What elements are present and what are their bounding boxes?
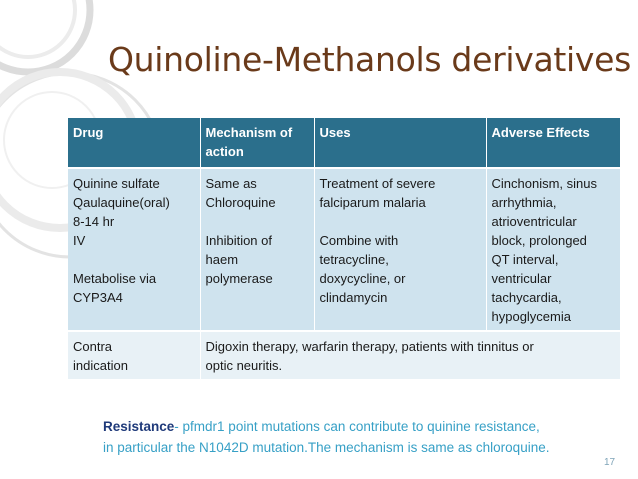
header-adverse-effects: Adverse Effects bbox=[486, 118, 620, 168]
cell-line: Treatment of severe bbox=[319, 176, 436, 191]
cell-line: block, prolonged bbox=[491, 233, 587, 248]
cell-line bbox=[206, 212, 308, 231]
resistance-text-1: - pfmdr1 point mutations can contribute to quinine resistance, bbox=[174, 419, 540, 434]
cell-line: tachycardia, bbox=[491, 290, 562, 305]
slide-title: Quinoline-Methanols derivatives bbox=[108, 40, 632, 79]
cell-mechanism bbox=[200, 168, 314, 331]
cell-line: Quinine sulfate bbox=[73, 176, 160, 191]
cell-line: Combine with bbox=[319, 233, 399, 248]
cell-line: Qaulaquine(oral) bbox=[73, 195, 170, 210]
header-uses: Uses bbox=[314, 118, 486, 168]
cell-line: doxycycline, or bbox=[319, 271, 406, 286]
resistance-label: Resistance bbox=[103, 419, 175, 434]
cell-contraindication-label bbox=[68, 331, 200, 379]
cell-line: indication bbox=[73, 358, 128, 373]
slide-number: 17 bbox=[604, 457, 616, 468]
cell-line: Inhibition of bbox=[205, 233, 272, 248]
cell-line: atrioventricular bbox=[491, 214, 577, 229]
cell-line: falciparum malaria bbox=[319, 195, 426, 210]
cell-line: Chloroquine bbox=[205, 195, 276, 210]
cell-line: clindamycin bbox=[319, 290, 388, 305]
resistance-line-2: in particular the N1042D mutation.The mechanism is same as chloroquine. bbox=[103, 440, 550, 455]
drug-table bbox=[68, 118, 620, 379]
cell-line: Contra bbox=[73, 339, 113, 354]
resistance-note bbox=[103, 416, 549, 458]
cell-line: ventricular bbox=[491, 271, 552, 286]
table-header-row bbox=[68, 118, 620, 168]
cell-line: arrhythmia, bbox=[491, 195, 557, 210]
cell-line: hypoglycemia bbox=[491, 309, 571, 324]
header-drug: Drug bbox=[68, 118, 200, 168]
cell-line: Digoxin therapy, warfarin therapy, patients with tinnitus or bbox=[205, 339, 534, 354]
cell-line: 8-14 hr bbox=[73, 214, 115, 229]
cell-line: polymerase bbox=[205, 271, 273, 286]
drug-table-container bbox=[68, 118, 620, 379]
cell-line bbox=[320, 212, 480, 231]
table-row bbox=[68, 331, 620, 379]
cell-contraindication-text bbox=[200, 331, 620, 379]
cell-line: CYP3A4 bbox=[73, 290, 123, 305]
cell-line: optic neuritis. bbox=[205, 358, 283, 373]
cell-uses bbox=[314, 168, 486, 331]
header-mechanism-text: Mechanism of action bbox=[205, 125, 293, 159]
resistance-line-1 bbox=[103, 416, 549, 437]
cell-drug bbox=[68, 168, 200, 331]
cell-line: Same as bbox=[205, 176, 257, 191]
cell-line bbox=[73, 250, 194, 269]
cell-line: Metabolise via bbox=[73, 271, 157, 286]
cell-adverse-effects bbox=[486, 168, 620, 331]
cell-line: haem bbox=[205, 252, 239, 267]
table-row bbox=[68, 168, 620, 331]
header-mechanism bbox=[200, 118, 314, 168]
cell-line: IV bbox=[73, 233, 86, 248]
cell-line: Cinchonism, sinus bbox=[491, 176, 597, 191]
cell-line: QT interval, bbox=[491, 252, 559, 267]
cell-line: tetracycline, bbox=[319, 252, 389, 267]
